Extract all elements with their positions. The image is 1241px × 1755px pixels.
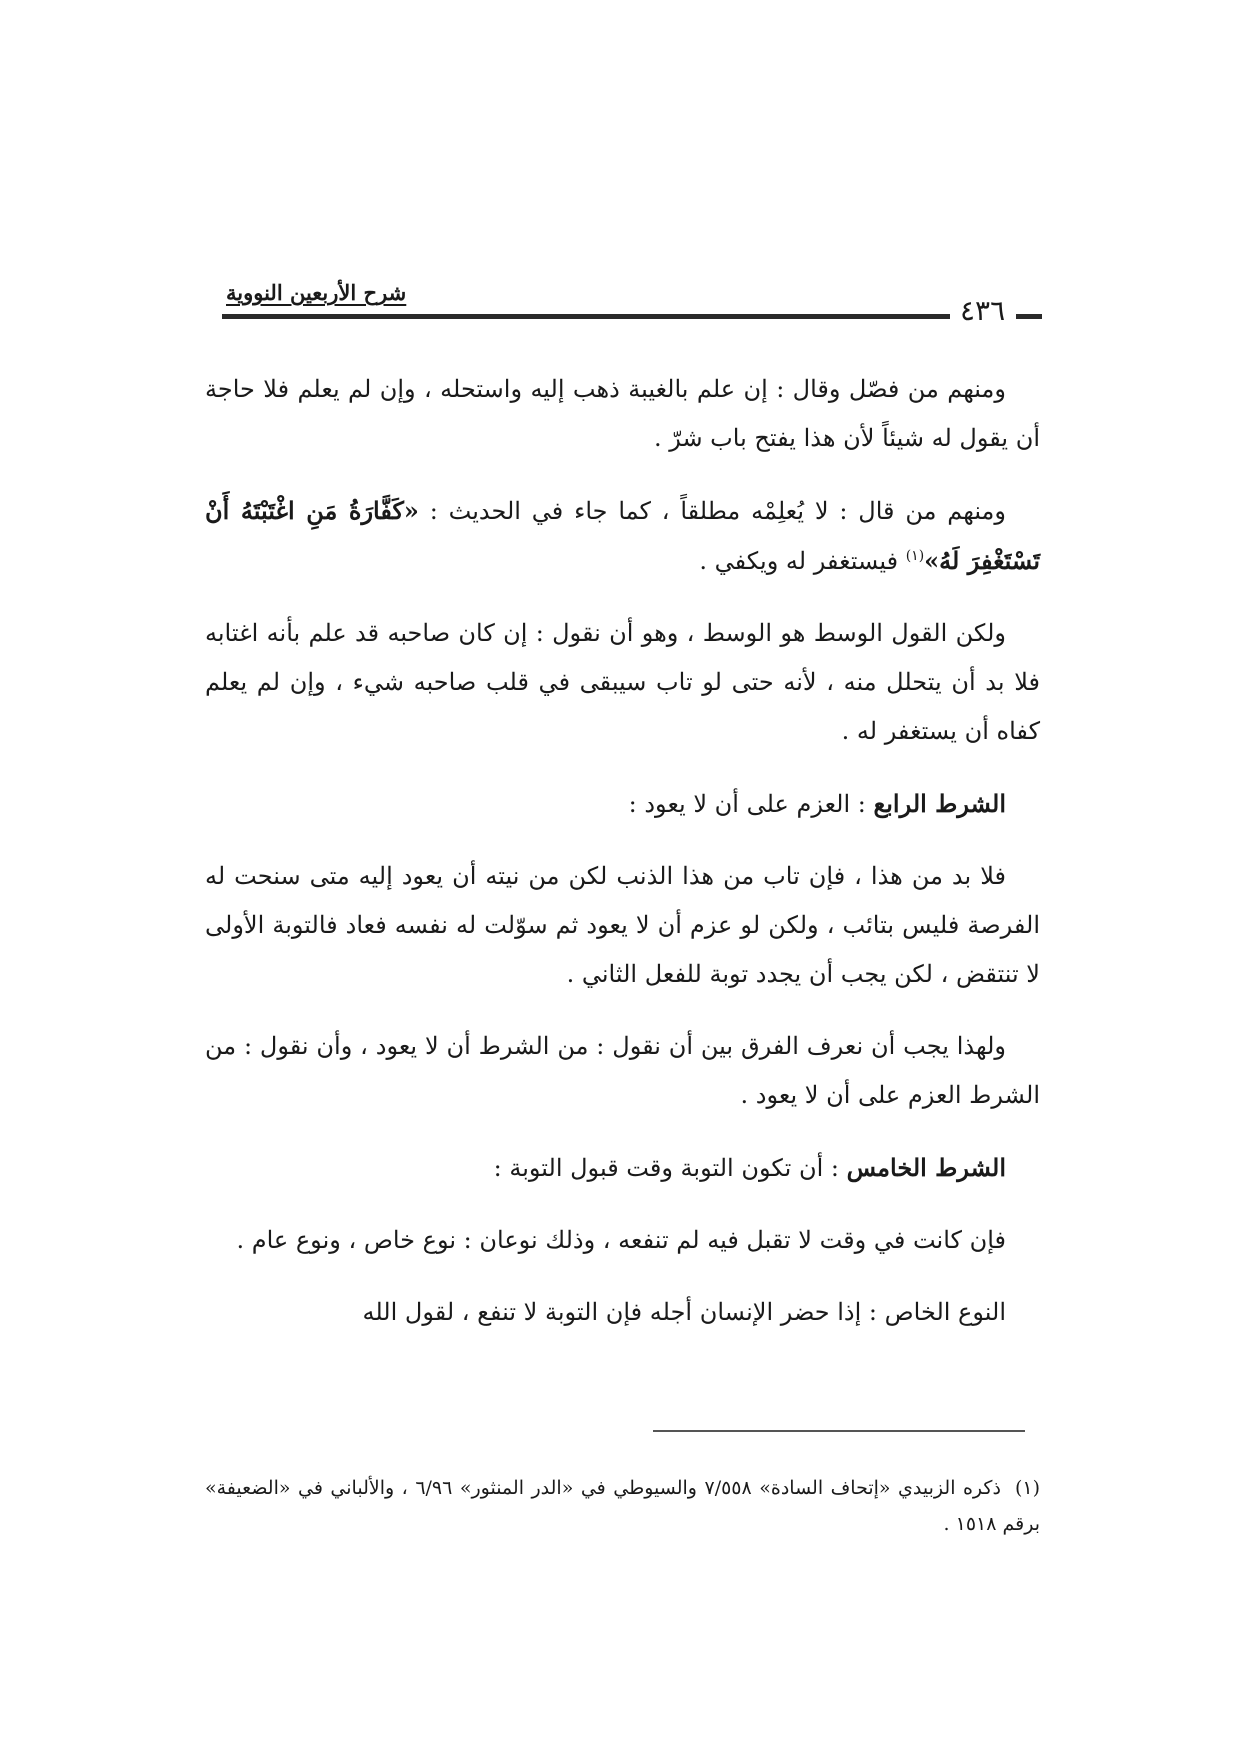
paragraph-3: ولكن القول الوسط هو الوسط ، وهو أن نقول : إن كان صاحبه قد علم بأنه اغتابه فلا بد أن يتحلل منه ، لأنه حتى لو تاب سيبقى في قلب صاحبه شيء ، وإن لم يعلم كفاه أن يستغفر له . — [205, 619, 1040, 745]
paragraph-7: النوع الخاص : إذا حضر الإنسان أجله فإن التوبة لا تنفع ، لقول الله — [362, 1298, 1006, 1326]
header-rule — [222, 314, 950, 319]
footnote-marker: (١) — [1014, 1477, 1040, 1499]
hadith-quote: «كَفَّارَةُ مَنِ اغْتَبْتَهُ أَنْ تَسْتَغْفِرَ لَهُ» — [205, 496, 1040, 575]
condition-4-text: : العزم على أن لا يعود : — [628, 790, 874, 818]
condition-4-label: الشرط الرابع — [873, 789, 1006, 818]
paragraph-2-lead: ومنهم من قال : لا يُعلِمْه مطلقاً ، كما جاء في الحديث : — [418, 497, 1007, 525]
footnotes — [205, 1470, 1040, 1542]
footnote-separator — [653, 1430, 1025, 1432]
paragraph-5: ولهذا يجب أن نعرف الفرق بين أن نقول : من الشرط أن لا يعود ، وأن نقول : من الشرط العزم على أن لا يعود . — [205, 1032, 1040, 1109]
condition-5-label: الشرط الخامس — [846, 1153, 1006, 1182]
page-number: ٤٣٦ — [960, 294, 1006, 327]
paragraph-2 — [205, 486, 1040, 586]
footnote-1 — [205, 1470, 1040, 1542]
book-title: شرح الأربعين النووية — [226, 280, 407, 305]
condition-5-text: : أن تكون التوبة وقت قبول التوبة : — [493, 1154, 847, 1182]
main-text — [205, 365, 1040, 1360]
condition-5-heading — [205, 1143, 1040, 1193]
paragraph-1: ومنهم من فصّل وقال : إن علم بالغيبة ذهب إليه واستحله ، وإن لم يعلم فلا حاجة أن يقول له شيئاً لأن هذا يفتح باب شرّ . — [205, 375, 1040, 452]
footnote-reference[interactable]: (١) — [905, 548, 925, 564]
header-rule-mark — [1016, 314, 1042, 319]
condition-4-heading — [205, 779, 1040, 829]
paragraph-4: فلا بد من هذا ، فإن تاب من هذا الذنب لكن من نيته أن يعود إليه متى سنحت له الفرصة فليس بتائب ، ولكن لو عزم أن لا يعود ثم سوّلت له نفسه فعاد فالتوبة الأولى لا تنتقض ، لكن يجب أن يجدد توبة للفعل الثاني . — [205, 862, 1040, 988]
paragraph-2-tail: فيستغفر له ويكفي . — [699, 547, 906, 575]
running-header — [222, 272, 1042, 327]
paragraph-6: فإن كانت في وقت لا تقبل فيه لم تنفعه ، وذلك نوعان : نوع خاص ، ونوع عام . — [236, 1226, 1006, 1254]
footnote-text: ذكره الزبيدي «إتحاف السادة» ٧/٥٥٨ والسيوطي في «الدر المنثور» ٦/٩٦ ، والألباني في «الضعيفة» برقم ١٥١٨ . — [205, 1477, 1040, 1535]
